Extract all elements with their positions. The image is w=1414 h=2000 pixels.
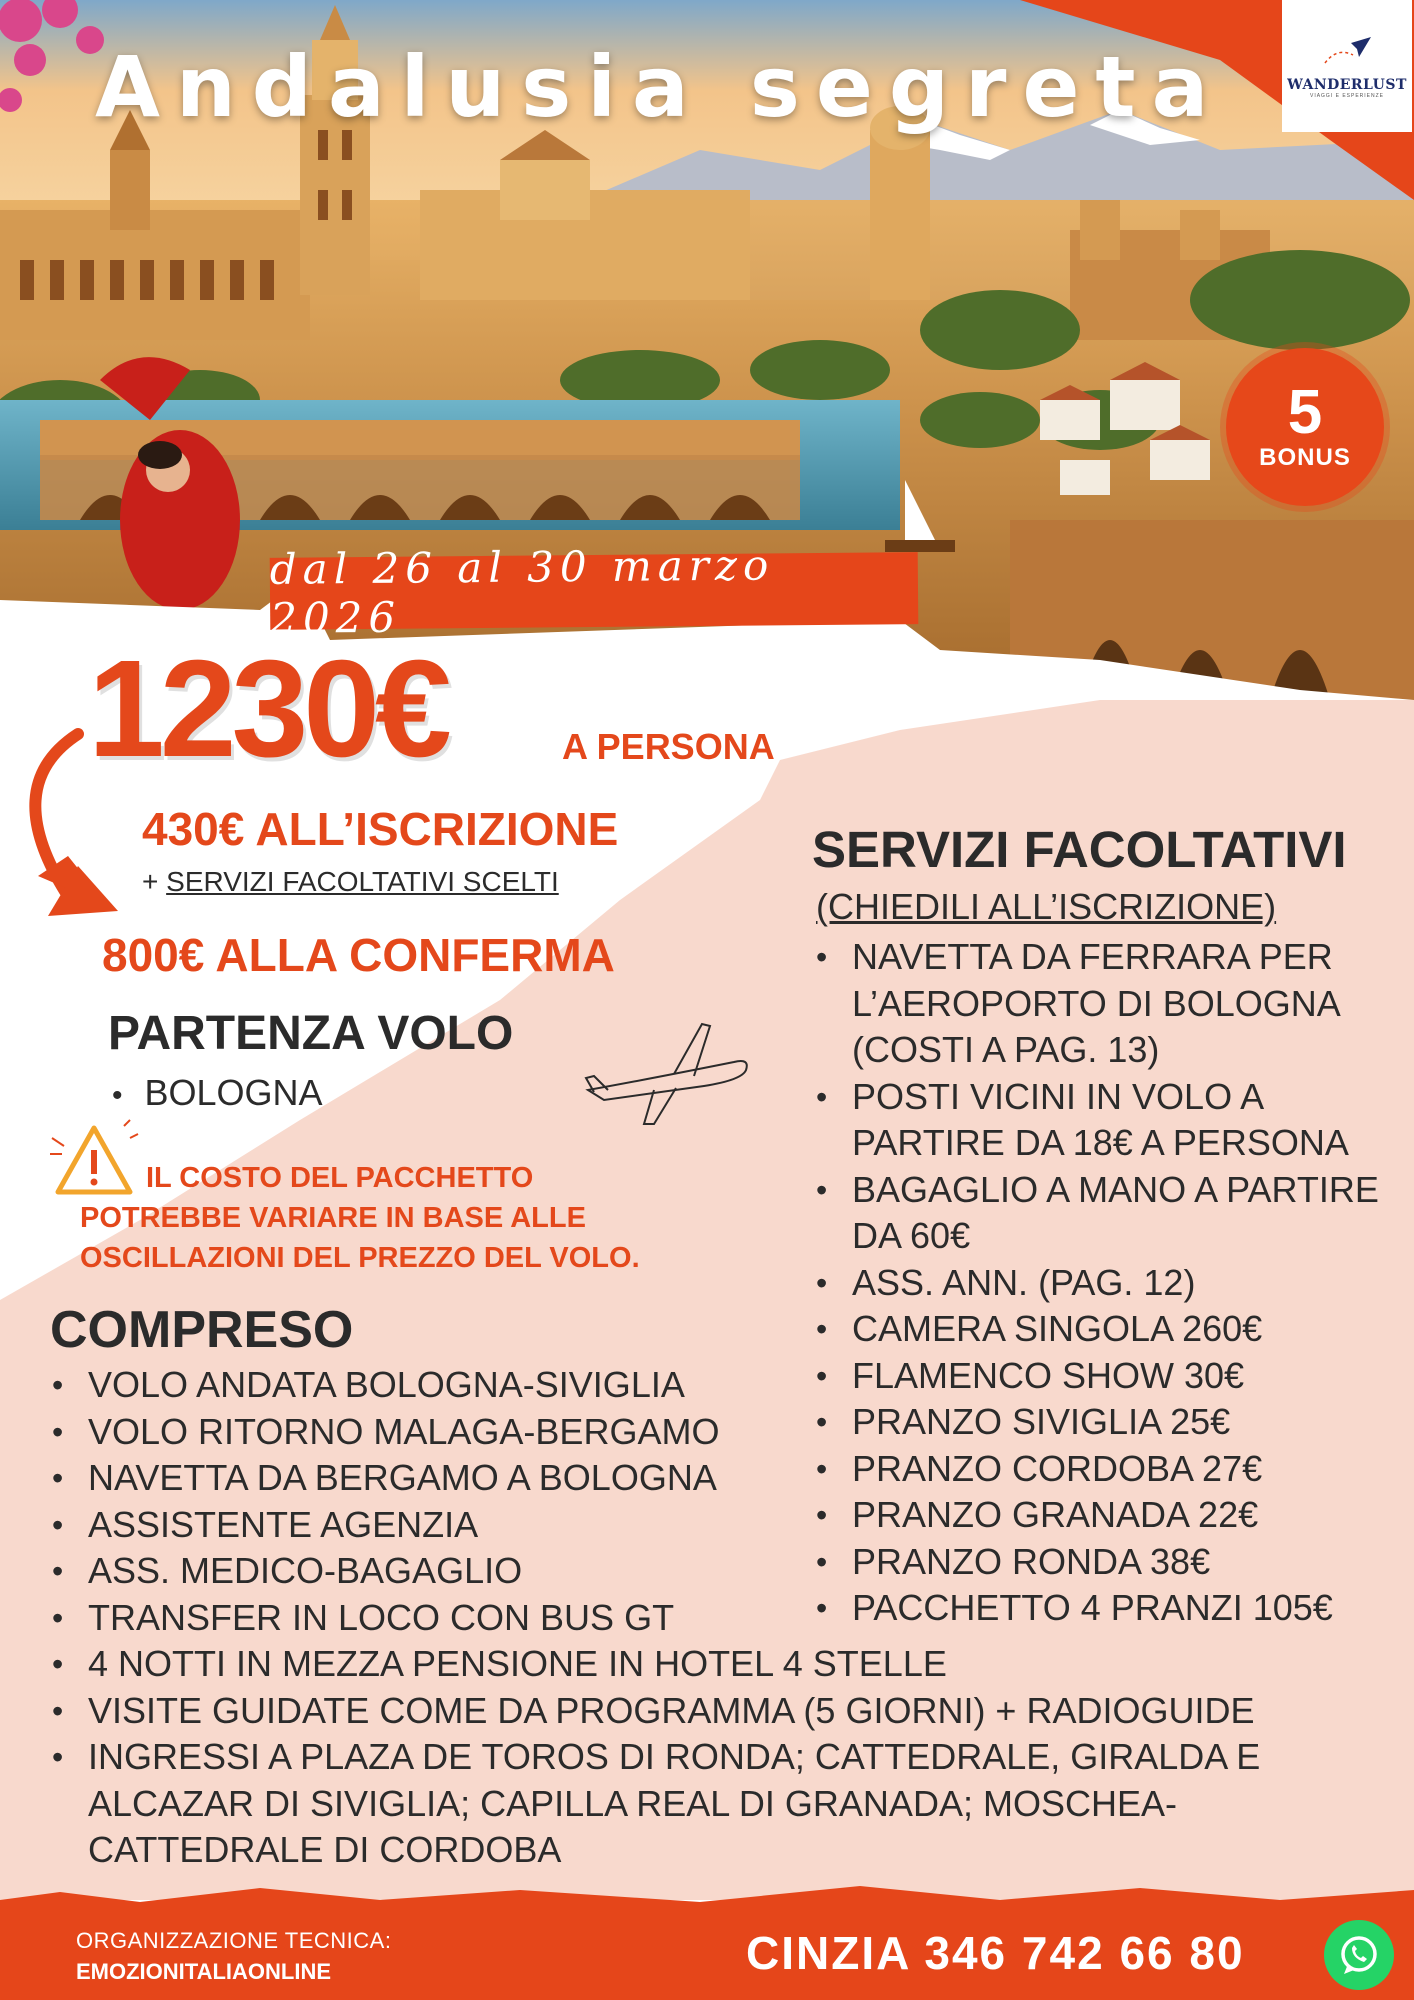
optional-item: • FLAMENCO SHOW 30€ <box>816 1353 1406 1400</box>
optional-item: • POSTI VICINI IN VOLO A PARTIRE DA 18€ A PERSONA <box>816 1074 1406 1167</box>
wanderlust-logo <box>1282 0 1412 132</box>
optional-item: • BAGAGLIO A MANO A PARTIRE DA 60€ <box>816 1167 1406 1260</box>
departure-list <box>112 1072 323 1114</box>
departure-title: PARTENZA VOLO <box>108 1007 514 1060</box>
optional-title: SERVIZI FACOLTATIVI <box>812 821 1347 878</box>
curved-arrow-icon <box>8 726 128 926</box>
included-item: • NAVETTA DA BERGAMO A BOLOGNA <box>52 1455 1392 1502</box>
price-amount: 1230€ <box>88 632 447 786</box>
organizer-name: EMOZIONITALIAONLINE <box>76 1959 332 1984</box>
departure-city: • BOLOGNA <box>112 1072 323 1114</box>
optional-item: • PRANZO RONDA 38€ <box>816 1539 1406 1586</box>
included-item: • INGRESSI A PLAZA DE TOROS DI RONDA; CATTEDRALE, GIRALDA E ALCAZAR DI SIVIGLIA; CAPILLA REAL DI GRANADA; MOSCHEA-CATTEDRALE DI CORDOBA <box>52 1734 1392 1874</box>
deposit-extra-link: SERVIZI FACOLTATIVI SCELTI <box>166 866 559 897</box>
logo-tagline: VIAGGI E ESPERIENZE <box>1309 93 1384 99</box>
hero-title: Andalusia segreta <box>95 38 1225 136</box>
included-title: COMPRESO <box>50 1301 354 1359</box>
warning-line-3: OSCILLAZIONI DEL PREZZO DEL VOLO. <box>80 1242 640 1275</box>
deposit-extra <box>142 866 559 898</box>
optional-subtitle: (CHIEDILI ALL’ISCRIZIONE) <box>816 886 1277 927</box>
airplane-icon <box>584 1020 754 1130</box>
logo-name: WANDERLUST <box>1287 77 1407 93</box>
bonus-number: 5 <box>1287 378 1323 447</box>
contact-phone[interactable]: CINZIA 346 742 66 80 <box>746 1927 1245 1979</box>
included-item: • VISITE GUIDATE COME DA PROGRAMMA (5 GIORNI) + RADIOGUIDE <box>52 1688 1392 1735</box>
optional-item: • CAMERA SINGOLA 260€ <box>816 1306 1406 1353</box>
deposit-text: 430€ ALL’ISCRIZIONE <box>142 803 619 855</box>
price-per-person: A PERSONA <box>562 726 775 767</box>
whatsapp-icon[interactable] <box>1324 1920 1394 1990</box>
paper-plane-icon <box>1317 33 1377 73</box>
deposit-plus: + <box>142 866 167 897</box>
included-item: • ASSISTENTE AGENZIA <box>52 1502 1392 1549</box>
bonus-badge <box>1226 348 1384 506</box>
optional-item: • PACCHETTO 4 PRANZI 105€ <box>816 1585 1406 1632</box>
optional-item: • NAVETTA DA FERRARA PER L’AEROPORTO DI BOLOGNA (COSTI A PAG. 13) <box>816 934 1406 1074</box>
optional-item: • PRANZO GRANADA 22€ <box>816 1492 1406 1539</box>
included-item: • 4 NOTTI IN MEZZA PENSIONE IN HOTEL 4 STELLE <box>52 1641 1392 1688</box>
optional-item: • PRANZO CORDOBA 27€ <box>816 1446 1406 1493</box>
optional-list <box>816 934 1406 1632</box>
price-warning <box>80 1158 760 1278</box>
balance-text: 800€ ALLA CONFERMA <box>102 929 615 981</box>
date-text: dal 26 al 30 marzo 2026 <box>269 540 775 643</box>
date-banner <box>269 540 919 643</box>
warning-line-2: POTREBBE VARIARE IN BASE ALLE <box>80 1202 586 1235</box>
warning-line-1: IL COSTO DEL PACCHETTO <box>146 1162 534 1194</box>
included-item: • VOLO ANDATA BOLOGNA-SIVIGLIA <box>52 1362 1392 1409</box>
organizer-label: ORGANIZZAZIONE TECNICA: <box>76 1928 392 1953</box>
optional-item: • PRANZO SIVIGLIA 25€ <box>816 1399 1406 1446</box>
included-item: • TRANSFER IN LOCO CON BUS GT <box>52 1595 1392 1642</box>
included-item: • ASS. MEDICO-BAGAGLIO <box>52 1548 1392 1595</box>
bonus-label: BONUS <box>1259 444 1351 471</box>
optional-item: • ASS. ANN. (PAG. 12) <box>816 1260 1406 1307</box>
included-item: • VOLO RITORNO MALAGA-BERGAMO <box>52 1409 1392 1456</box>
